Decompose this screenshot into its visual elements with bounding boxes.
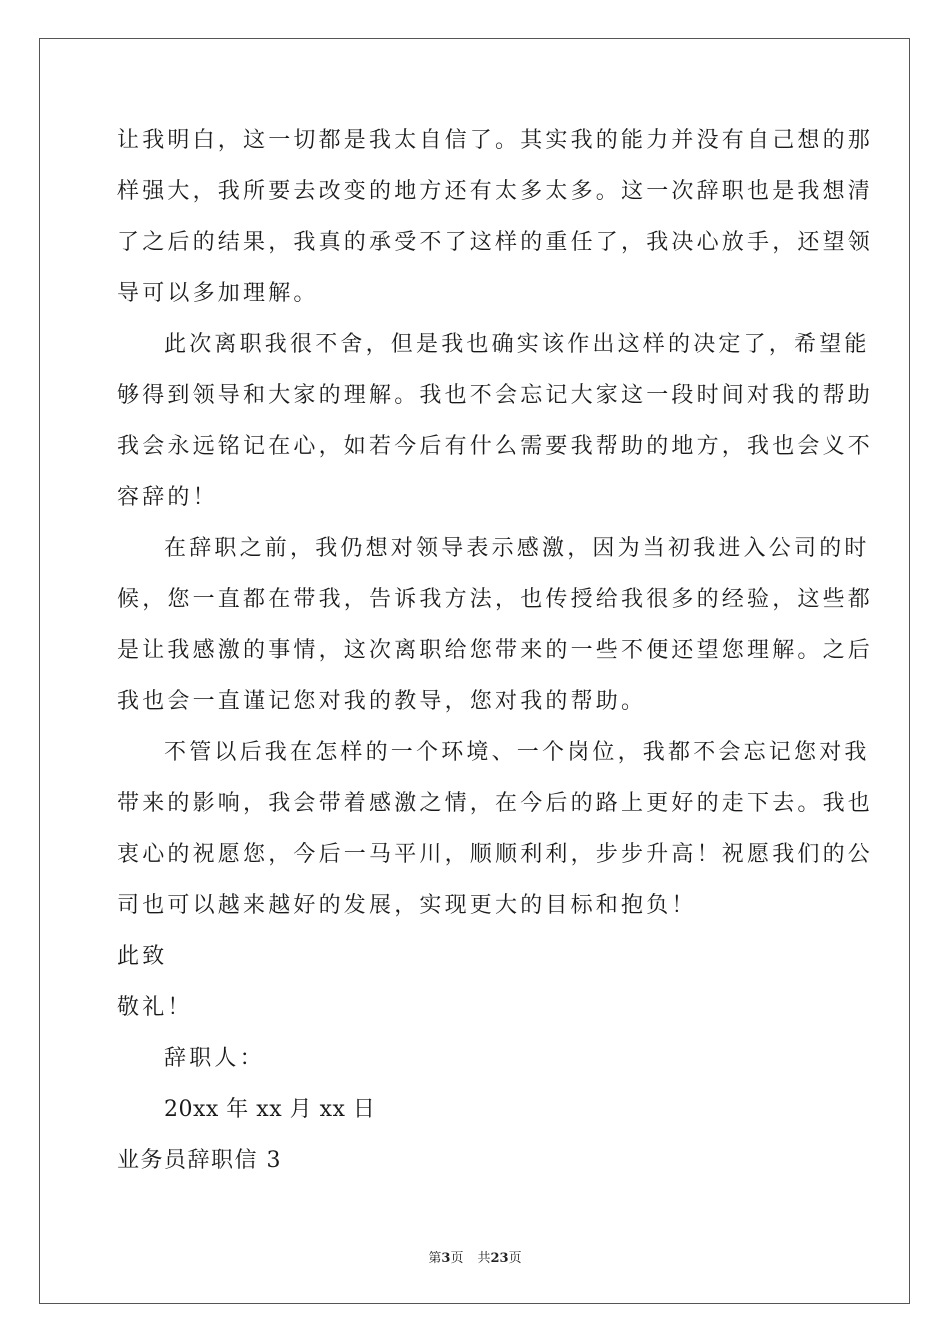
paragraph-4-line-4: 司也可以越来越好的发展，实现更大的目标和抱负！ bbox=[117, 893, 697, 918]
date-line: 20xx 年 xx 月 xx 日 bbox=[164, 1097, 376, 1122]
paragraph-3-line-1: 在辞职之前，我仍想对领导表示感激，因为当初我进入公司的时 bbox=[164, 536, 870, 561]
paragraph-3-line-3: 是让我感激的事情，这次离职给您带来的一些不便还望您理解。之后 bbox=[117, 638, 874, 663]
paragraph-3-line-4: 我也会一直谨记您对我的教导，您对我的帮助。 bbox=[117, 689, 647, 714]
closing-regards: 敬礼！ bbox=[117, 995, 193, 1020]
total-suffix: 页 bbox=[508, 1251, 522, 1266]
closing-salutation: 此致 bbox=[117, 944, 168, 969]
paragraph-1-line-1: 让我明白，这一切都是我太自信了。其实我的能力并没有自己想的那 bbox=[117, 128, 874, 153]
paragraph-2-line-2: 够得到领导和大家的理解。我也不会忘记大家这一段时间对我的帮助 bbox=[117, 383, 874, 408]
paragraph-1-line-4: 导可以多加理解。 bbox=[117, 281, 319, 306]
paragraph-2-line-1: 此次离职我很不舍，但是我也确实该作出这样的决定了，希望能 bbox=[164, 332, 870, 357]
paragraph-4-line-2: 带来的影响，我会带着感激之情，在今后的路上更好的走下去。我也 bbox=[117, 791, 874, 816]
signer-label: 辞职人： bbox=[164, 1046, 265, 1071]
paragraph-3-line-2: 候，您一直都在带我，告诉我方法，也传授给我很多的经验，这些都 bbox=[117, 587, 874, 612]
page-total: 23 bbox=[490, 1251, 509, 1266]
paragraph-4-line-3: 衷心的祝愿您，今后一马平川，顺顺利利，步步升高！祝愿我们的公 bbox=[117, 842, 874, 867]
paragraph-1-line-2: 样强大，我所要去改变的地方还有太多太多。这一次辞职也是我想清 bbox=[117, 179, 874, 204]
paragraph-4-line-1: 不管以后我在怎样的一个环境、一个岗位，我都不会忘记您对我 bbox=[164, 740, 870, 765]
paragraph-2-line-3: 我会永远铭记在心，如若今后有什么需要我帮助的地方，我也会义不 bbox=[117, 434, 874, 459]
total-prefix: 共 bbox=[477, 1251, 491, 1266]
page-current: 3 bbox=[441, 1251, 451, 1266]
page-suffix: 页 bbox=[450, 1251, 464, 1266]
page-footer bbox=[0, 1247, 950, 1266]
page-prefix: 第 bbox=[428, 1251, 442, 1266]
paragraph-2-line-4: 容辞的！ bbox=[117, 485, 218, 510]
paragraph-1-line-3: 了之后的结果，我真的承受不了这样的重任了，我决心放手，还望领 bbox=[117, 230, 874, 255]
next-letter-title: 业务员辞职信 3 bbox=[117, 1148, 282, 1173]
